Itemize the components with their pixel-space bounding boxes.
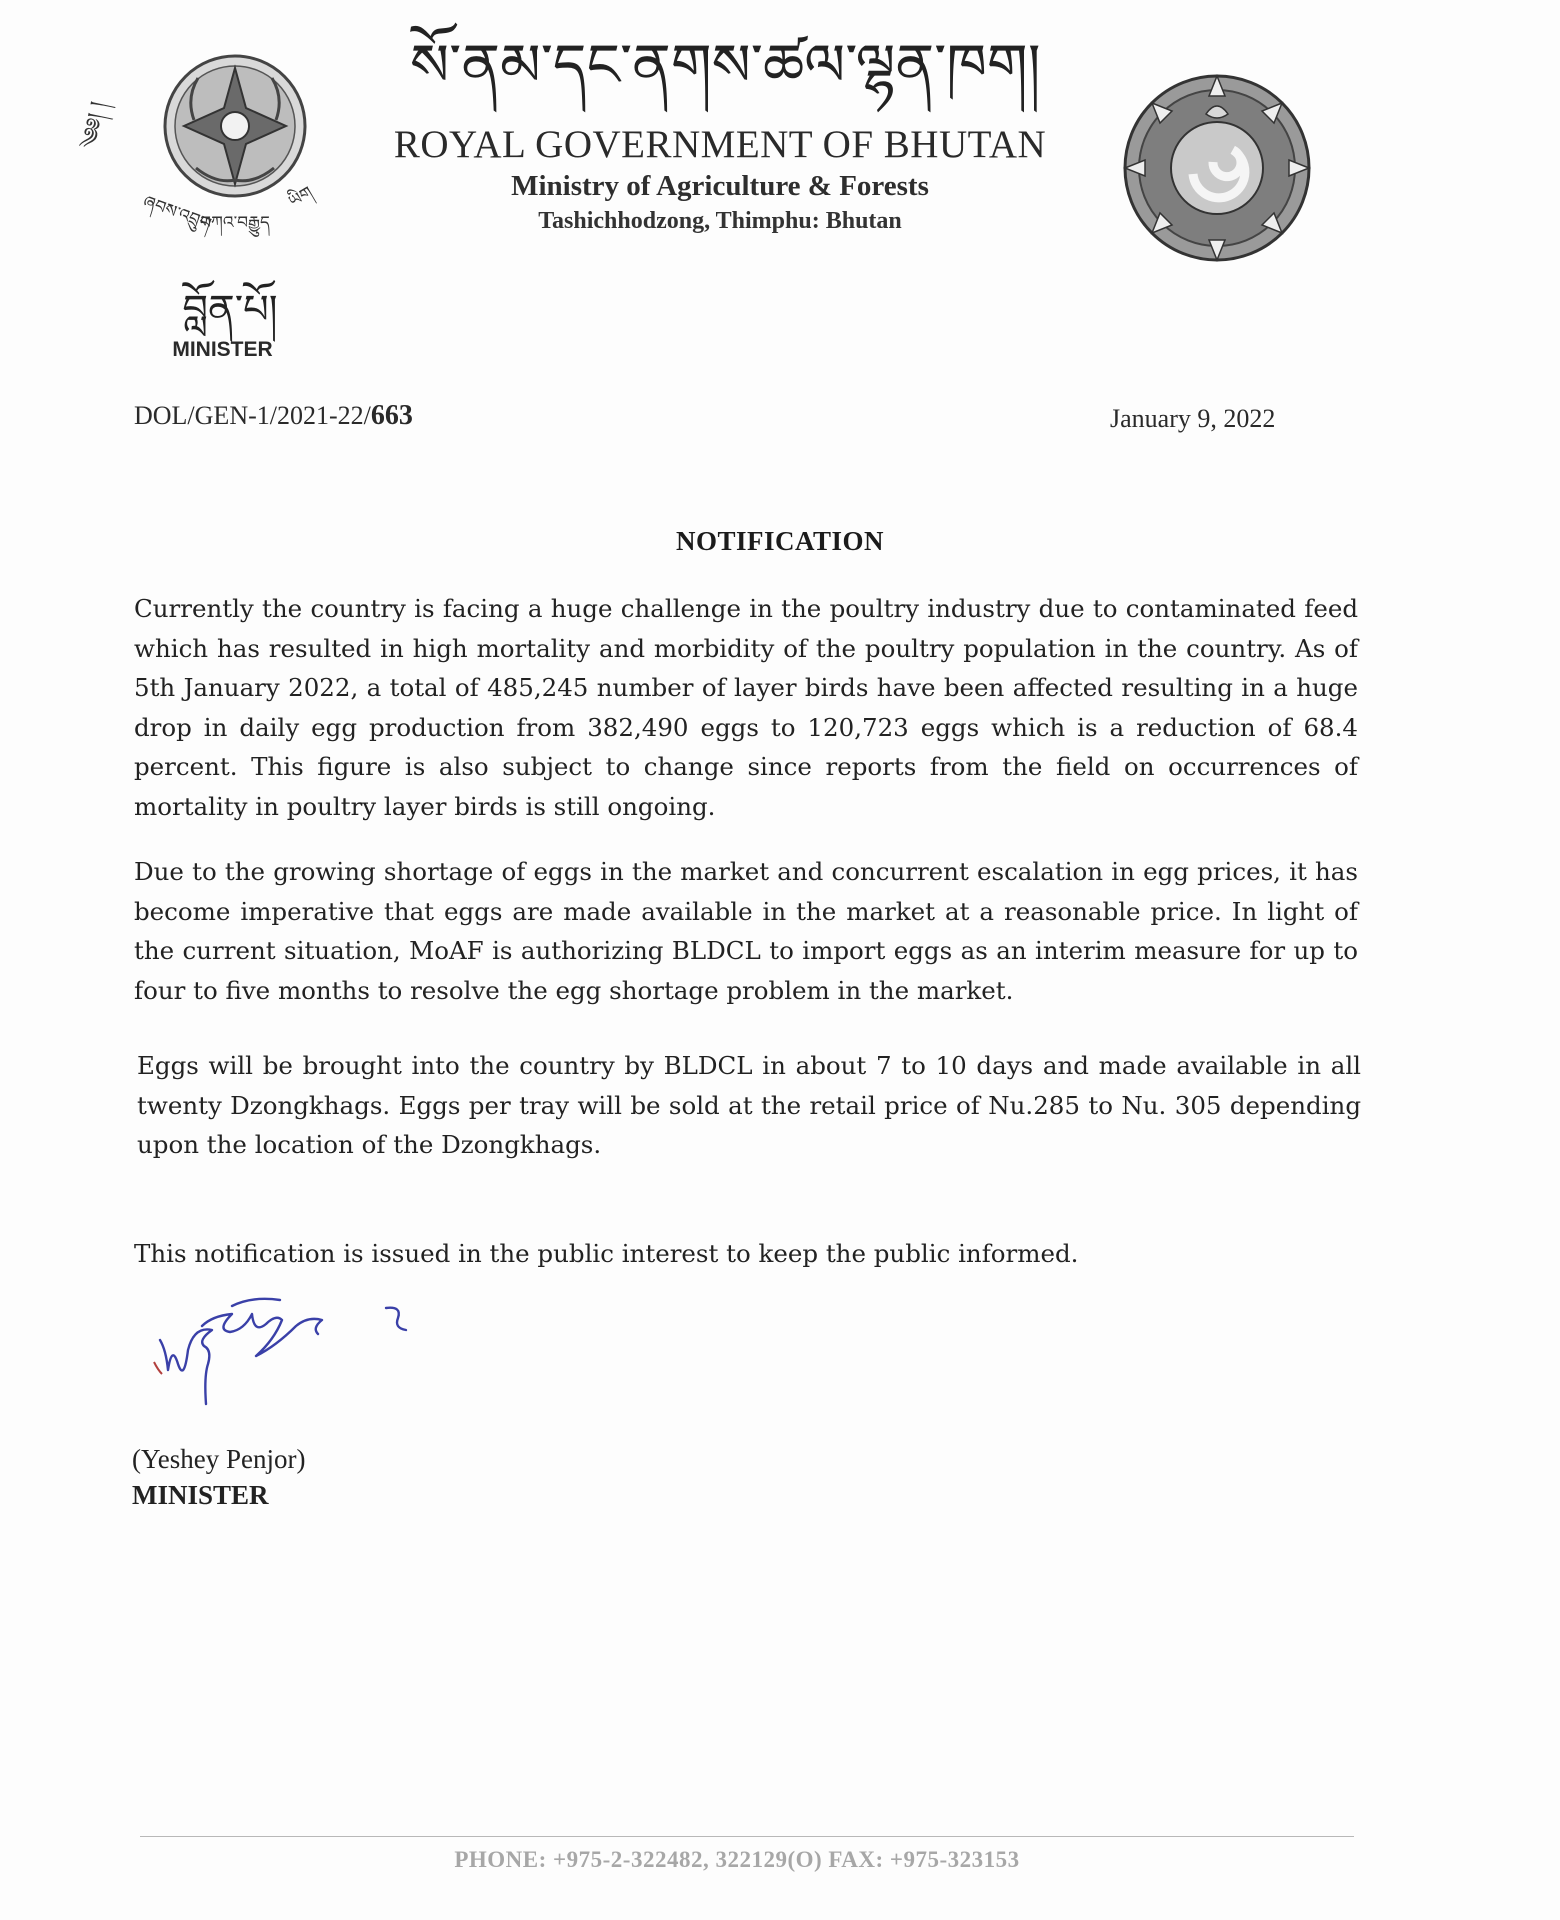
- footer-divider: [140, 1836, 1354, 1837]
- footer-contact: PHONE: +975-2-322482, 322129(O) FAX: +975-323153: [454, 1847, 1020, 1872]
- signatory-name: (Yeshey Penjor): [132, 1444, 306, 1474]
- paragraph-situation: Currently the country is facing a huge challenge in the poultry industry due to contaminated feed which has resulted in high mortality and morbidity of the poultry population in the country. As of 5th January 2022, a total of 485,245 number of layer birds have been affected resulting in a huge drop in daily egg production from 382,490 eggs to 120,723 eggs which is a reduction of 68.4 percent. This figure is also subject to change since reports from the field on occurrences of mortality in poultry layer birds is still ongoing.: [134, 594, 1358, 821]
- issue-date: January 9, 2022: [1110, 404, 1276, 433]
- ministry-address: Tashichhodzong, Thimphu: Bhutan: [538, 208, 902, 234]
- signatory-title: MINISTER: [132, 1480, 269, 1510]
- paragraph-closing: This notification is issued in the public interest to keep the public informed.: [134, 1239, 1079, 1268]
- handwritten-signature: [142, 1296, 422, 1456]
- ministry-name: Ministry of Agriculture & Forests: [511, 170, 929, 202]
- svg-text:ཞབས་འབྲུག: ཞབས་འབྲུག: [140, 191, 214, 235]
- government-emblem: [77, 38, 358, 238]
- government-title: ROYAL GOVERNMENT OF BHUTAN: [393, 123, 1047, 166]
- office-label: MINISTER: [172, 338, 273, 361]
- reference-serial: 663: [370, 400, 413, 431]
- ministry-logo: [1108, 56, 1326, 274]
- office-tibetan-label: བློན་པོ།: [182, 287, 278, 333]
- paragraph-pricing: Eggs will be brought into the country by BLDCL in about 7 to 10 days and made available in all twenty Dzongkhags. Eggs per tray will be sold at the retail price of Nu.285 to Nu. 305 depending upon the location of the Dzongkhags.: [137, 1051, 1361, 1159]
- svg-text:ཡིག: ཡིག: [285, 182, 317, 213]
- paragraph-import-authorization: Due to the growing shortage of eggs in the market and concurrent escalation in egg prices, it has become imperative that eggs are made available in the market at a reasonable price. In light of the current situation, MoAF is authorizing BLDCL to import eggs as an interim measure for up to four to five months to resolve the egg shortage problem in the market.: [134, 857, 1358, 1005]
- svg-text:༄༅། །: ༄༅། །: [77, 99, 112, 152]
- svg-text:བཀའ་བརྒྱུད: བཀའ་བརྒྱུད: [200, 213, 270, 233]
- tibetan-title: སོ་ནམ་དང་ནགས་ཚལ་ལྷན་ཁག།: [410, 31, 1041, 99]
- notice-heading: NOTIFICATION: [675, 526, 885, 556]
- reference-prefix: DOL/GEN-1/2021-22/: [134, 401, 371, 430]
- reference-number: [134, 400, 413, 432]
